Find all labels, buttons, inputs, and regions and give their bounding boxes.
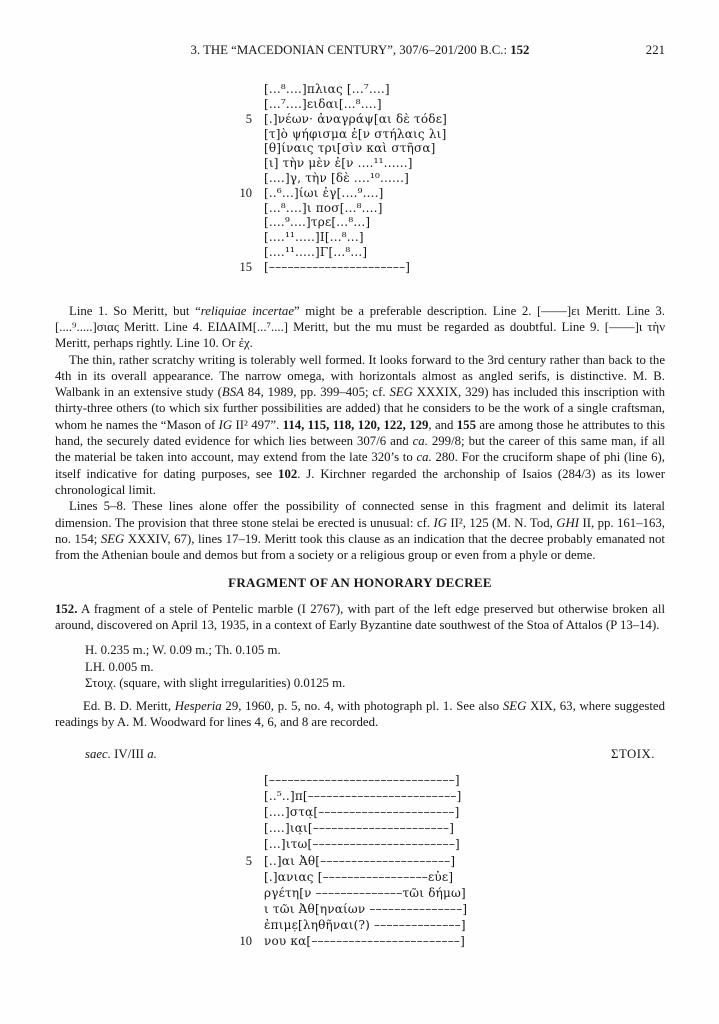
line-text: [...⁸....]πλιας [...⁷....]: [264, 82, 390, 97]
line-number: [236, 836, 252, 852]
line-number: [236, 141, 252, 156]
line-text: [.]νέων· ἀναγράψ[αι δὲ τόδε]: [264, 111, 448, 126]
line-number: 5: [245, 111, 252, 126]
commentary-paragraph-1: The thin, rather scratchy writing is tolerably well formed. It looks forward to the 3rd century rather than back to the 4th in its overall appearance. The narrow omega, with horizontals almost as angled serifs, is distinctive. M. B. Walbank in an extensive study (BSA 84, 1989, pp. 399–405; cf. SEG XXXIX, 329) has included this inscription with thirty-three others (to which six further possibilities are added) that he considers to be the work of a single craftsman, whom he names the “Mason of IG II² 497”. 114, 115, 118, 120, 122, 129, and 155 are among those he attributes to this hand, the securely dated evidence for which lies between 307/6 and ca. 299/8; but the career of this same man, if all the material be taken into account, may extend from the late 320’s to ca. 280. For the cruciform shape of phi (line 6), itself indicative for dating purposes, see 102. J. Kirchner regarded the archonship of Isaios (284/3) as its lower chronological limit.: [55, 352, 666, 497]
line-text: [...]ιτω[–––––––––––––––––––––––]: [264, 837, 460, 852]
stoichedon-label: ΣΤΟΙΧ.: [611, 746, 655, 761]
inscription-line: [236, 820, 665, 836]
inscription-line: [236, 171, 665, 186]
inscription-line: [236, 97, 665, 112]
inscription-line: [236, 245, 665, 260]
line-text: [....]γ̣, τὴν [δὲ ....¹⁰......]: [264, 171, 409, 186]
line-number: [236, 245, 252, 260]
inscription-line: [236, 127, 665, 142]
inscription-line: [236, 836, 665, 852]
line-number: [236, 230, 252, 245]
line-text: [...⁸....]ι ποσ[...⁸....]: [264, 200, 383, 215]
commentary-paragraph-2: Lines 5–8. These lines alone offer the possibility of connected sense in this fragment and delimit its lateral dimension. The provision that three stone stelai be erected is unusual: cf. IG II², 125 (M. N. Tod, GHI II, pp. 161–163, no. 154; SEG XXXIV, 67), lines 17–19. Meritt took this clause as an indication that the decree probably emanated not from the Athenian boule and demos but from a society or a religious group or even from a phyle or deme.: [55, 499, 665, 563]
inscription-line: [236, 917, 665, 933]
inscription-line: [236, 804, 665, 820]
line-number: [236, 97, 252, 112]
page-number: 221: [645, 43, 665, 57]
line-text: [....]ια̣ι[––––––––––––––––––––––]: [264, 821, 455, 836]
line-number: 5: [245, 853, 252, 868]
inscription-line: [236, 201, 665, 216]
line-text: [....¹¹.....]Γ[...⁸...]: [264, 245, 368, 260]
line-number: [236, 171, 252, 186]
inscription-line: [236, 82, 665, 97]
inscription-line: [236, 869, 665, 885]
line-number: [236, 127, 252, 142]
running-head-title: 3. THE “MACEDONIAN CENTURY”, 307/6–201/200 B.C.: 152: [190, 43, 530, 57]
line-text: [θ]ίναις τρι[σὶν καὶ στῆσα]: [264, 141, 436, 156]
measurement-letter-height: LH. 0.005 m.: [85, 659, 154, 674]
line-text: [––––––––––––––––––––––]: [264, 259, 411, 274]
line-number: [236, 201, 252, 216]
line-number: 10: [239, 934, 252, 949]
line-text: ι τῶι Ἀθ[ηναίων –––––––––––––––]: [264, 901, 468, 916]
line-text: [....⁹....]τρε[...⁸...]: [264, 215, 371, 230]
edition-paragraph: Ed. B. D. Meritt, Hesperia 29, 1960, p. 5, no. 4, with photograph pl. 1. See also SEG XIX, 63, where suggested readings by A. M. Woodward for lines 4, 6, and 8 are recorded.: [55, 699, 666, 730]
line-text: [ι] τὴν μὲν ἐ[ν ....¹¹......]: [264, 156, 413, 171]
inscription-line: [236, 260, 665, 275]
entry-heading: FRAGMENT OF AN HONORARY DECREE: [228, 575, 492, 591]
measurement-stoichedon: Στοιχ. (square, with slight irregularities) 0.0125 m.: [85, 675, 346, 690]
inscription-line: [236, 141, 665, 156]
inscription-line: [236, 788, 665, 804]
line-text: [––––––––––––––––––––––––––––––]: [264, 773, 460, 788]
line-text: [.]ανιας [–––––––––––––––––εὐε]: [264, 869, 454, 884]
running-head: [55, 42, 665, 58]
date-row: [55, 746, 665, 762]
inscription-line: [236, 901, 665, 917]
line-number: [236, 772, 252, 788]
line-number: [236, 917, 252, 933]
line-number: [236, 885, 252, 901]
line-text: ργέτη[ν ––––––––––––––τῶι δήμω]: [264, 885, 466, 900]
entry-intro-paragraph: 152. A fragment of a stele of Pentelic marble (I 2767), with part of the left edge preserved but otherwise broken all around, discovered on April 13, 1935, in a context of Early Byzantine date southwest of the Stoa of Attalos (P 13–14).: [55, 601, 665, 632]
inscription-line: [236, 772, 665, 788]
inscription-line: [236, 215, 665, 230]
inscription-text-previous: [236, 82, 665, 274]
inscription-line: [236, 186, 665, 201]
line-number: [236, 901, 252, 917]
line-number: 15: [239, 259, 252, 274]
line-number: [236, 804, 252, 820]
inscription-text-152: [236, 772, 665, 949]
measurements-block: [85, 642, 665, 691]
line-number: 10: [239, 185, 252, 200]
line-text: ἐπιμε̣[ληθῆναι(?) ––––––––––––––]: [264, 917, 466, 932]
line-text: νου κα[––––––––––––––––––––––––]: [264, 934, 465, 949]
inscription-line: [236, 853, 665, 869]
line-number: [236, 215, 252, 230]
date-label: saec. IV/III a.: [85, 746, 157, 761]
line-text: [....¹¹.....]Ι[...⁸...]: [264, 230, 364, 245]
inscription-line: [236, 112, 665, 127]
apparatus-paragraph: Line 1. So Meritt, but “reliquiae incertae” might be a preferable description. Line 2. [––––]ει Meritt. Line 3. [....⁹.....]σιας Meritt. Line 4. ΕΙΔΑΙΜ[...⁷....] Meritt, but the mu must be regarded as doubtful. Line 9. [––––]ι τὴν Meritt, perhaps rightly. Line 10. Or ἐχ.: [55, 303, 665, 351]
inscription-line: [236, 933, 665, 949]
line-text: [τ]ὸ ψήφισμα ἐ[ν στήλαις λι]: [264, 126, 447, 141]
line-text: [..]αι Ἀθ[–––––––––––––––––––––]: [264, 853, 456, 868]
line-number: [236, 82, 252, 97]
line-text: [...⁷....]ειδαι[...⁸....]: [264, 97, 382, 112]
line-number: [236, 869, 252, 885]
inscription-line: [236, 230, 665, 245]
line-text: [..⁶...]ίωι ἐγ[....⁹....]: [264, 185, 384, 200]
measurement-dimensions: H. 0.235 m.; W. 0.09 m.; Th. 0.105 m.: [85, 643, 281, 658]
line-number: [236, 156, 252, 171]
line-text: [..⁵..]π[––––––––––––––––––––––––]: [264, 789, 462, 804]
line-number: [236, 788, 252, 804]
inscription-line: [236, 156, 665, 171]
inscription-line: [236, 885, 665, 901]
line-number: [236, 820, 252, 836]
line-text: [....]στα̣[––––––––––––––––––––––]: [264, 805, 460, 820]
